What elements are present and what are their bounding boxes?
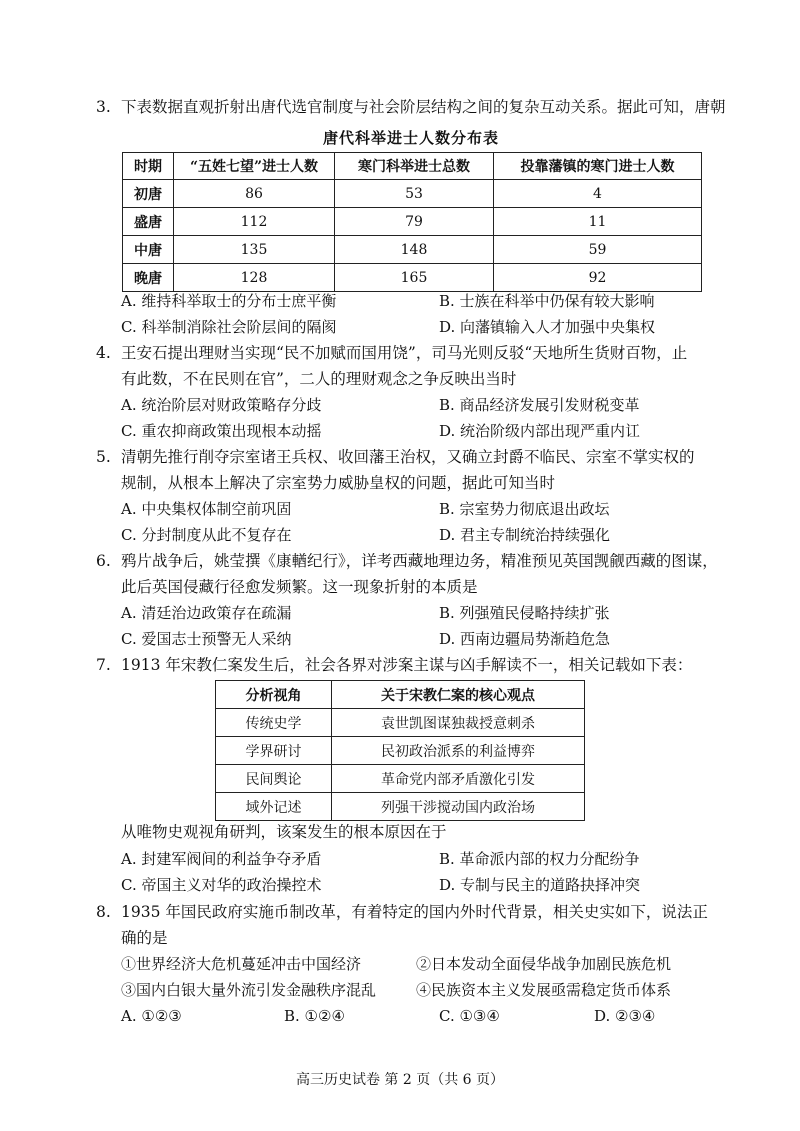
table-header-cell: 投靠藩镇的寒门进士人数 <box>494 153 702 180</box>
table-cell: 92 <box>494 264 702 292</box>
q8-item-1: ①世界经济大危机蔓延冲击中国经济 <box>121 955 362 973</box>
table-row <box>123 264 702 292</box>
q8-option-a: A. ①②③ <box>121 1007 182 1025</box>
table-row <box>123 208 702 236</box>
q7-option-c: C. 帝国主义对华的政治操控术 <box>121 876 322 894</box>
table-cell: 域外记述 <box>216 793 332 821</box>
table-cell: 袁世凯图谋独裁授意刺杀 <box>332 709 585 737</box>
q7-stem: 1913 年宋教仁案发生后，社会各界对涉案主谋与凶手解读不一，相关记载如下表： <box>121 656 693 674</box>
q4-option-a: A. 统治阶层对财政策略存分歧 <box>121 396 322 414</box>
q8-stem-line-1: 1935 年国民政府实施币制改革，有着特定的国内外时代背景，相关史实如下，说法正 <box>121 903 708 921</box>
q3-number: 3. <box>96 98 111 116</box>
q3-stem: 下表数据直观折射出唐代选官制度与社会阶层结构之间的复杂互动关系。据此可知，唐朝 <box>121 98 726 116</box>
table-header-cell: 关于宋教仁案的核心观点 <box>332 681 585 709</box>
table-cell: 59 <box>494 236 702 264</box>
q7-number: 7. <box>96 656 111 674</box>
q5-stem-line-2: 规制，从根本上解决了宗室势力威胁皇权的问题，据此可知当时 <box>121 474 556 492</box>
q5-option-b: B. 宗室势力彻底退出政坛 <box>439 500 610 518</box>
q4-stem-line-2: 有此数，不在民则在官”，二人的理财观念之争反映出当时 <box>121 370 517 388</box>
q3-option-b: B. 士族在科举中仍保有较大影响 <box>439 292 655 310</box>
table-cell: 165 <box>335 264 494 292</box>
table-cell: 128 <box>174 264 335 292</box>
q4-stem-line-1: 王安石提出理财当实现“民不加赋而国用饶”，司马光则反驳“天地所生货财百物，止 <box>121 344 688 362</box>
q7-option-b: B. 革命派内部的权力分配纷争 <box>439 850 640 868</box>
table-cell: 4 <box>494 180 702 208</box>
page-footer: 高三历史试卷 第 2 页（共 6 页） <box>295 1072 505 1088</box>
q8-option-c: C. ①③④ <box>439 1007 500 1025</box>
q6-stem-line-1: 鸦片战争后，姚莹撰《康輶纪行》，详考西藏地理边务，精准预见英国觊觎西藏的图谋， <box>121 552 718 570</box>
q3-table-title: 唐代科举进士人数分布表 <box>323 129 500 147</box>
table-cell: 盛唐 <box>123 208 174 236</box>
q3-option-d: D. 向藩镇输入人才加强中央集权 <box>439 318 656 336</box>
q3-option-a: A. 维持科举取士的分布士庶平衡 <box>121 292 337 310</box>
q8-item-3: ③国内白银大量外流引发金融秩序混乱 <box>121 981 377 999</box>
table-row <box>216 793 585 821</box>
q6-option-b: B. 列强殖民侵略持续扩张 <box>439 604 610 622</box>
q8-number: 8. <box>96 903 111 921</box>
table-header-cell: “五姓七望”进士人数 <box>174 153 335 180</box>
q6-option-c: C. 爱国志士预警无人采纳 <box>121 630 292 648</box>
table-row <box>123 236 702 264</box>
q4-option-b: B. 商品经济发展引发财税变革 <box>439 396 640 414</box>
table-cell: 民间舆论 <box>216 765 332 793</box>
table-header-cell: 寒门科举进士总数 <box>335 153 494 180</box>
q8-option-d: D. ②③④ <box>594 1007 656 1025</box>
table-cell: 中唐 <box>123 236 174 264</box>
table-cell: 民初政治派系的利益博弈 <box>332 737 585 765</box>
q8-item-4: ④民族资本主义发展亟需稳定货币体系 <box>416 981 672 999</box>
table-header-row <box>123 153 702 180</box>
table-header-cell: 时期 <box>123 153 174 180</box>
q7-option-d: D. 专制与民主的道路抉择冲突 <box>439 876 641 894</box>
table-cell: 初唐 <box>123 180 174 208</box>
q5-option-c: C. 分封制度从此不复存在 <box>121 526 292 544</box>
q4-number: 4. <box>96 344 111 362</box>
q5-number: 5. <box>96 448 111 466</box>
q6-number: 6. <box>96 552 111 570</box>
q8-option-b: B. ①②④ <box>284 1007 345 1025</box>
table-cell: 学界研讨 <box>216 737 332 765</box>
table-header-row <box>216 681 585 709</box>
q6-option-a: A. 清廷治边政策存在疏漏 <box>121 604 292 622</box>
table-cell: 112 <box>174 208 335 236</box>
q8-stem-line-2: 确的是 <box>121 929 168 947</box>
table-row <box>123 180 702 208</box>
table-row <box>216 709 585 737</box>
q5-stem-line-1: 清朝先推行削夺宗室诸王兵权、收回藩王治权，又确立封爵不临民、宗室不掌实权的 <box>121 448 695 466</box>
q3-option-c: C. 科举制消除社会阶层间的隔阂 <box>121 318 337 336</box>
q7-table <box>215 680 585 821</box>
q6-option-d: D. 西南边疆局势渐趋危急 <box>439 630 611 648</box>
table-cell: 传统史学 <box>216 709 332 737</box>
table-cell: 晚唐 <box>123 264 174 292</box>
q8-item-2: ②日本发动全面侵华战争加剧民族危机 <box>416 955 672 973</box>
table-cell: 86 <box>174 180 335 208</box>
q3-table <box>122 152 702 292</box>
q5-option-a: A. 中央集权体制空前巩固 <box>121 500 292 518</box>
q7-option-a: A. 封建军阀间的利益争夺矛盾 <box>121 850 322 868</box>
table-cell: 列强干涉搅动国内政治场 <box>332 793 585 821</box>
table-row <box>216 765 585 793</box>
table-cell: 11 <box>494 208 702 236</box>
q4-option-d: D. 统治阶级内部出现严重内讧 <box>439 422 641 440</box>
table-cell: 135 <box>174 236 335 264</box>
table-cell: 148 <box>335 236 494 264</box>
table-row <box>216 737 585 765</box>
table-cell: 79 <box>335 208 494 236</box>
table-header-cell: 分析视角 <box>216 681 332 709</box>
q5-option-d: D. 君主专制统治持续强化 <box>439 526 611 544</box>
table-cell: 53 <box>335 180 494 208</box>
table-cell: 革命党内部矛盾激化引发 <box>332 765 585 793</box>
q7-followup: 从唯物史观视角研判，该案发生的根本原因在于 <box>121 823 447 841</box>
q6-stem-line-2: 此后英国侵藏行径愈发频繁。这一现象折射的本质是 <box>121 578 478 596</box>
q4-option-c: C. 重农抑商政策出现根本动摇 <box>121 422 322 440</box>
